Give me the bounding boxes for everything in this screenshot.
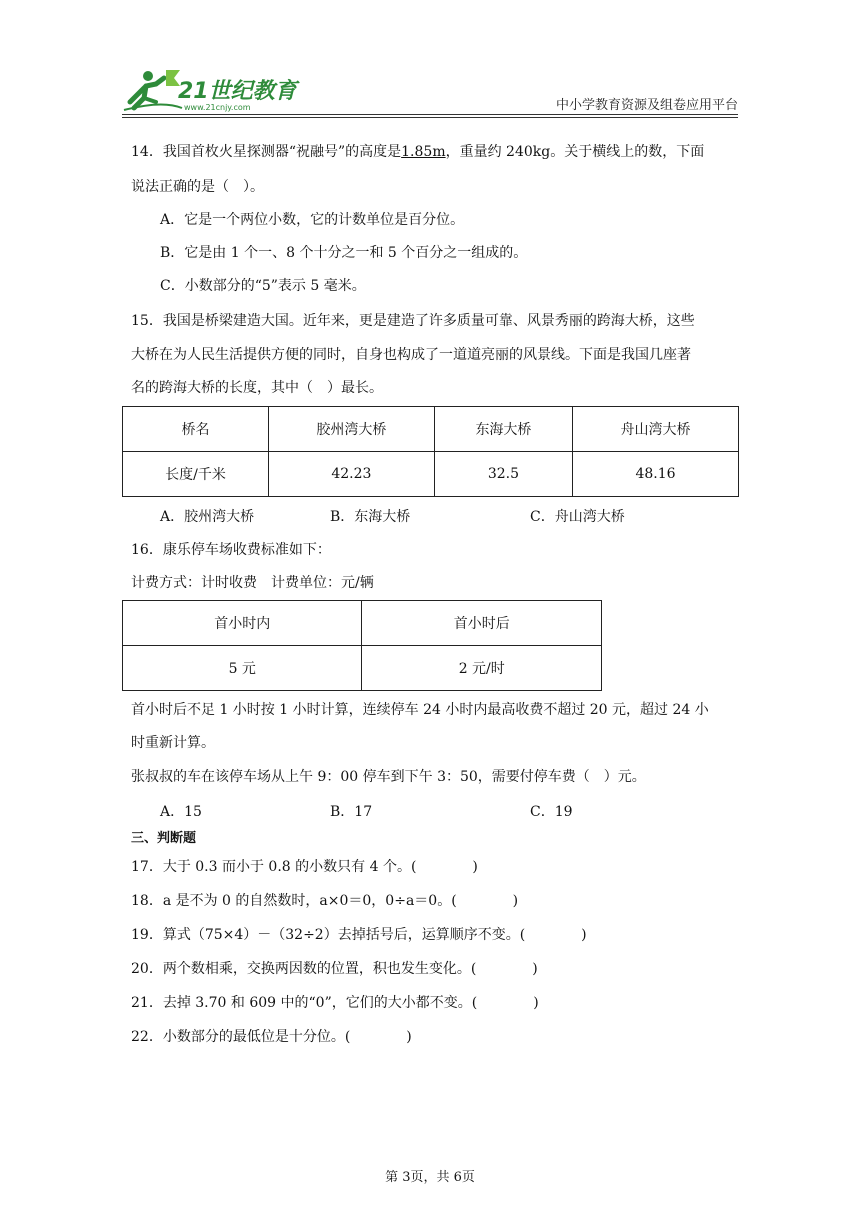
q15-option-b: B．东海大桥 xyxy=(330,509,411,525)
svg-text:www.21cnjy.com: www.21cnjy.com xyxy=(184,103,251,112)
page-footer: 第 3页，共 6页 xyxy=(385,1170,475,1185)
table-header-cell: 桥名 xyxy=(123,407,269,452)
header-rule-double xyxy=(122,117,738,118)
table-row xyxy=(123,452,739,497)
q16-line1: 16．康乐停车场收费标准如下： xyxy=(131,542,331,558)
q15-option-c: C．舟山湾大桥 xyxy=(530,509,625,525)
table-header-cell: 首小时后 xyxy=(362,601,602,646)
judgment-item: 22．小数部分的最低位是十分位。( ) xyxy=(131,1029,412,1045)
table-header-cell: 首小时内 xyxy=(123,601,362,646)
21cnjy-logo xyxy=(122,66,322,114)
table-row xyxy=(123,407,739,452)
table-row xyxy=(123,601,602,646)
q16-option-c: C．19 xyxy=(530,804,573,820)
q14-underlined-number: 1.85m xyxy=(401,144,446,160)
table-header-cell: 舟山湾大桥 xyxy=(573,407,739,452)
page-header xyxy=(122,66,738,118)
q14-option-b: B．它是由 1 个一、8 个十分之一和 5 个百分之一组成的。 xyxy=(160,245,528,261)
judgment-item: 17．大于 0.3 而小于 0.8 的小数只有 4 个。( ) xyxy=(131,859,478,875)
judgment-item: 18．a 是不为 0 的自然数时，a×0＝0，0÷a＝0。( ) xyxy=(131,893,519,909)
table-row xyxy=(123,646,602,691)
table-cell: 长度/千米 xyxy=(123,452,269,497)
parking-fee-table xyxy=(122,600,602,691)
q14-option-a: A．它是一个两位小数，它的计数单位是百分位。 xyxy=(160,212,465,228)
q14-option-c: C．小数部分的“5”表示 5 毫米。 xyxy=(160,278,366,294)
table-header-cell: 东海大桥 xyxy=(434,407,572,452)
table-cell: 5 元 xyxy=(123,646,362,691)
q15-option-a: A．胶州湾大桥 xyxy=(160,509,255,525)
judgment-item: 20．两个数相乘，交换两因数的位置，积也发生变化。( ) xyxy=(131,961,538,977)
table-cell: 2 元/时 xyxy=(362,646,602,691)
table-cell: 42.23 xyxy=(268,452,434,497)
table-cell: 32.5 xyxy=(434,452,572,497)
q16-option-a: A．15 xyxy=(160,804,202,820)
q16-rule-line1: 首小时后不足 1 小时按 1 小时计算，连续停车 24 小时内最高收费不超过 20 元，超过 24 小 xyxy=(131,702,709,718)
q16-question: 张叔叔的车在该停车场从上午 9：00 停车到下午 3：50，需要付停车费（ ）元。 xyxy=(131,769,646,785)
q16-rule-line2: 时重新计算。 xyxy=(131,735,215,751)
header-rule xyxy=(122,114,738,115)
q16-line2: 计费方式：计时收费 计费单位：元/辆 xyxy=(131,575,374,591)
q15-line3: 名的跨海大桥的长度，其中（ ）最长。 xyxy=(131,380,383,396)
q14-line1: 14．我国首枚火星探测器“祝融号”的高度是1.85m，重量约 240kg。关于横线上的数，下面 xyxy=(131,144,705,160)
q15-line2: 大桥在为人民生活提供方便的同时，自身也构成了一道道亮丽的风景线。下面是我国几座著 xyxy=(131,347,691,363)
table-header-cell: 胶州湾大桥 xyxy=(268,407,434,452)
section-title-judgment: 三、判断题 xyxy=(131,831,197,846)
judgment-item: 19．算式（75×4）－（32÷2）去掉括号后，运算顺序不变。( ) xyxy=(131,927,587,943)
svg-text:21世纪教育: 21世纪教育 xyxy=(178,79,297,104)
judgment-item: 21．去掉 3.70 和 609 中的“0”，它们的大小都不变。( ) xyxy=(131,995,539,1011)
q14-line2: 说法正确的是（ ）。 xyxy=(131,179,264,195)
platform-name: 中小学教育资源及组卷应用平台 xyxy=(555,98,738,113)
table-cell: 48.16 xyxy=(573,452,739,497)
q16-option-b: B．17 xyxy=(330,804,373,820)
bridge-table xyxy=(122,406,739,497)
q15-line1: 15．我国是桥梁建造大国。近年来，更是建造了许多质量可靠、风景秀丽的跨海大桥，这些 xyxy=(131,313,695,329)
